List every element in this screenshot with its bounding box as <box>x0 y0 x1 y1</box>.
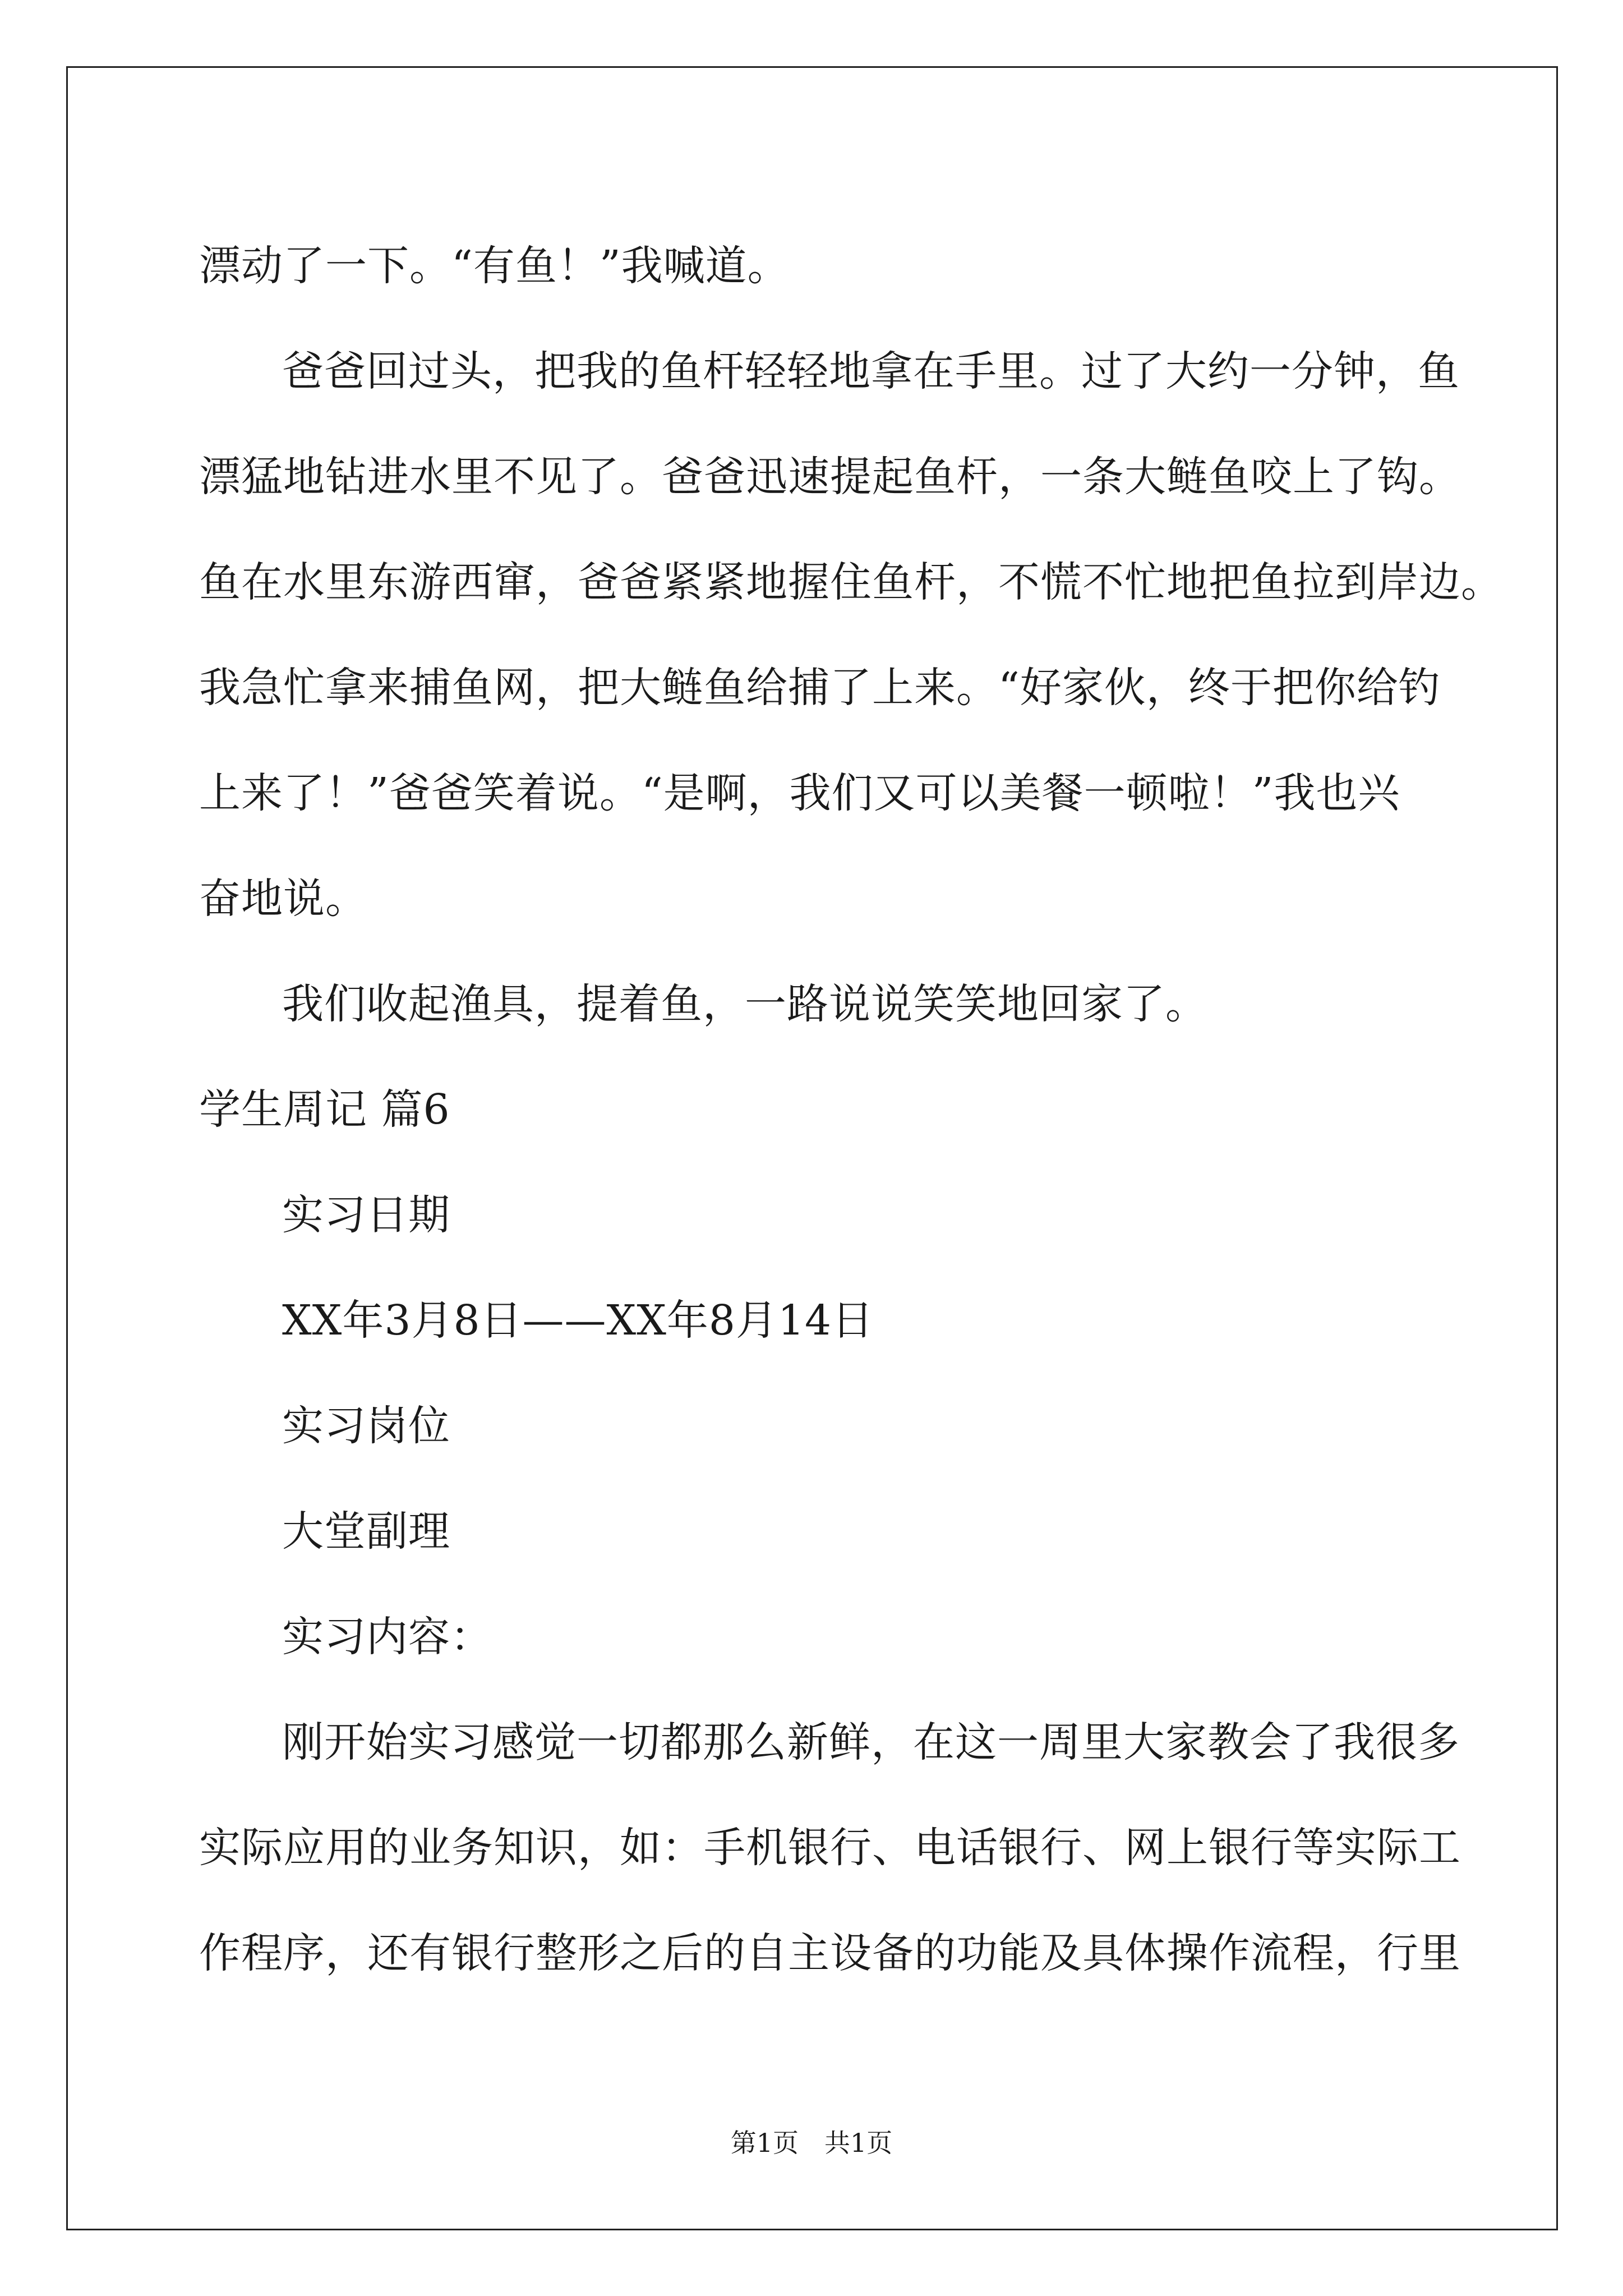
text-line: 实习岗位 <box>282 1402 450 1450</box>
text-line: 实习内容： <box>282 1613 492 1661</box>
text-line: 鱼在水里东游西窜，爸爸紧紧地握住鱼杆，不慌不忙地把鱼拉到岸边。 <box>199 558 1503 606</box>
text-line: 我急忙拿来捕鱼网，把大鲢鱼给捕了上来。“好家伙，终于把你给钓 <box>199 664 1441 712</box>
document-body <box>199 213 1503 2006</box>
text-line: 实习日期 <box>282 1191 450 1239</box>
text-line: XX年3月8日——XX年8月14日 <box>282 1296 874 1345</box>
page-number-footer: 第1页 共1页 <box>730 2128 893 2158</box>
text-line: 上来了！”爸爸笑着说。“是啊，我们又可以美餐一顿啦！”我也兴 <box>199 769 1400 817</box>
text-line: 大堂副理 <box>282 1507 450 1556</box>
section-heading: 学生周记 篇6 <box>199 1085 450 1134</box>
text-line: 漂猛地钻进水里不见了。爸爸迅速提起鱼杆，一条大鲢鱼咬上了钩。 <box>199 453 1461 501</box>
text-line: 爸爸回过头，把我的鱼杆轻轻地拿在手里。过了大约一分钟，鱼 <box>282 347 1460 395</box>
text-line: 漂动了一下。“有鱼！”我喊道。 <box>199 242 790 290</box>
text-line: 作程序，还有银行整形之后的自主设备的功能及具体操作流程，行里 <box>199 1929 1461 1977</box>
text-line: 奋地说。 <box>199 875 367 923</box>
text-line: 我们收起渔具，提着鱼，一路说说笑笑地回家了。 <box>282 980 1207 1028</box>
text-line: 刚开始实习感觉一切都那么新鲜，在这一周里大家教会了我很多 <box>282 1718 1460 1766</box>
text-line: 实际应用的业务知识，如：手机银行、电话银行、网上银行等实际工 <box>199 1824 1461 1872</box>
